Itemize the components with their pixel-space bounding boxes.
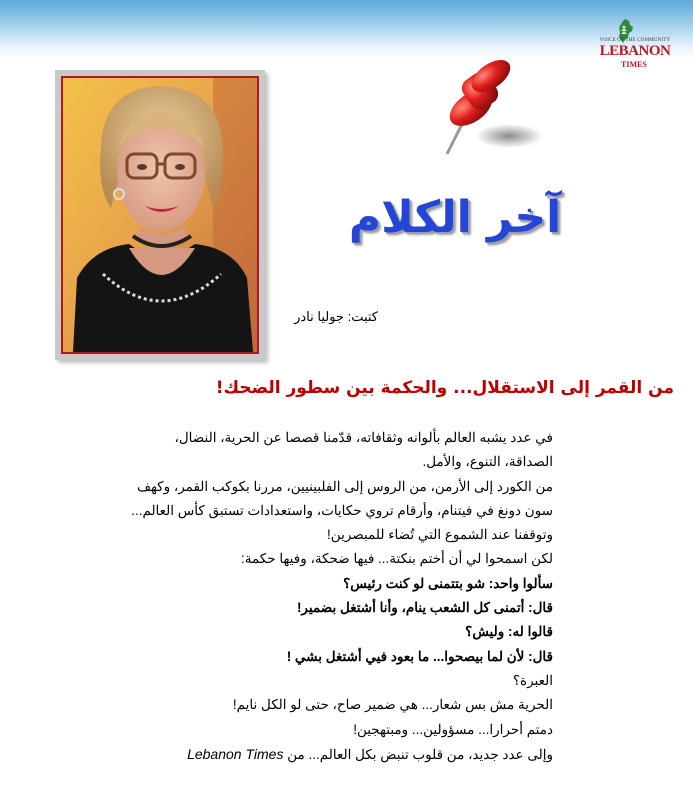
push-pin-icon [435, 58, 545, 168]
page-title: آخر الكلام [348, 192, 562, 243]
logo-tagline: VOICE OF THE COMMUNITY [599, 38, 671, 43]
closing-line [73, 742, 553, 766]
joke-line: قال: لأن لما بيصحوا... ما بعود فيي أشتغل بشي ! [286, 648, 553, 664]
lebanon-times-logo [585, 16, 685, 74]
article-line: الحرية مش بس شعار... هي ضمير صاح، حتى لو الكل نايم! [232, 697, 553, 713]
article-line: من الكورد إلى الأرمن، من الروس إلى الفلبينيين، مررنا بكوكب القمر، وكهف [136, 478, 553, 494]
joke-line: قال: أتمنى كل الشعب ينام، وأنا أشتغل بضمير! [296, 600, 553, 616]
article-body [73, 426, 553, 766]
author-photo [61, 76, 259, 354]
logo-subword: TIMES [621, 60, 647, 69]
closing-publication-name: Lebanon Times [187, 745, 284, 762]
closing-arabic: وإلى عدد جديد، من قلوب تنبض بكل العالم... من [287, 746, 553, 762]
joke-line: قالوا له: وليش؟ [465, 624, 553, 640]
article-line: دمتم أحرارا... مسؤولين... ومبتهجين! [353, 721, 553, 737]
article-line: العبرة؟ [512, 672, 553, 688]
article-line: سون دونغ في فيتنام، وأرقام تروي حكايات، واستعدادات تستبق كأس العالم... [131, 502, 553, 518]
author-portrait-image [63, 78, 257, 352]
article-line: الصداقة، التنوع، والأمل. [422, 454, 553, 470]
article-line: لكن اسمحوا لي أن أختم بنكتة... فيها ضحكة، وفيها حكمة: [240, 551, 553, 567]
author-photo-frame [55, 70, 265, 360]
article-line: في عدد يشبه العالم بألوانه وثقافاته، قدّمنا قصصا عن الحرية، النضال، [174, 430, 553, 445]
article-headline: من القمر إلى الاستقلال... والحكمة بين سطور الضحك! [215, 378, 674, 398]
logo-wordmark: LEBANON [599, 43, 671, 59]
author-byline: كتبت: جوليا نادر [294, 309, 378, 324]
joke-line: سألوا واحد: شو بتتمنى لو كنت رئيس؟ [343, 575, 553, 591]
article-line: وتوقفنا عند الشموع التي تُضاء للمبصرين! [327, 527, 553, 543]
